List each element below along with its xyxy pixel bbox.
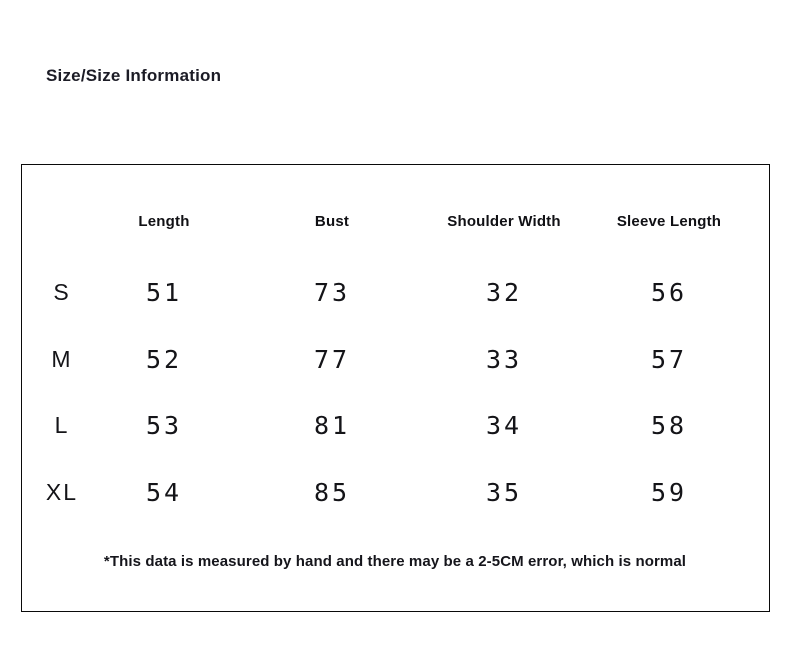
column-header-shoulder-width: Shoulder Width (447, 212, 561, 230)
column-header-length: Length (138, 212, 190, 230)
measurement-disclaimer-note: *This data is measured by hand and there may be a 2-5CM error, which is normal (103, 553, 687, 570)
size-cell: L (54, 411, 70, 438)
column-header-bust: Bust (314, 212, 350, 230)
size-cell: XL (45, 478, 79, 505)
table-row-s (22, 272, 768, 312)
sleeve-length-value-cell: 59 (650, 477, 688, 507)
sleeve-length-value-cell: 56 (650, 277, 688, 307)
bust-value-cell: 81 (313, 410, 351, 440)
size-table (21, 164, 770, 612)
size-cell: S (53, 278, 71, 305)
shoulder-width-value-cell: 33 (485, 344, 523, 374)
page-title: Size/Size Information (46, 66, 222, 85)
size-cell: M (51, 345, 73, 372)
column-header-sleeve-length: Sleeve Length (616, 212, 722, 230)
size-table-header-row (22, 206, 768, 236)
shoulder-width-value-cell: 32 (485, 277, 523, 307)
bust-value-cell: 85 (313, 477, 351, 507)
length-value-cell: 53 (145, 410, 183, 440)
table-row-xl (22, 472, 768, 512)
length-value-cell: 51 (145, 277, 183, 307)
shoulder-width-value-cell: 35 (485, 477, 523, 507)
bust-value-cell: 73 (313, 277, 351, 307)
bust-value-cell: 77 (313, 344, 351, 374)
length-value-cell: 52 (145, 344, 183, 374)
sleeve-length-value-cell: 57 (650, 344, 688, 374)
sleeve-length-value-cell: 58 (650, 410, 688, 440)
length-value-cell: 54 (145, 477, 183, 507)
table-row-m (22, 339, 768, 379)
table-row-l (22, 405, 768, 445)
shoulder-width-value-cell: 34 (485, 410, 523, 440)
